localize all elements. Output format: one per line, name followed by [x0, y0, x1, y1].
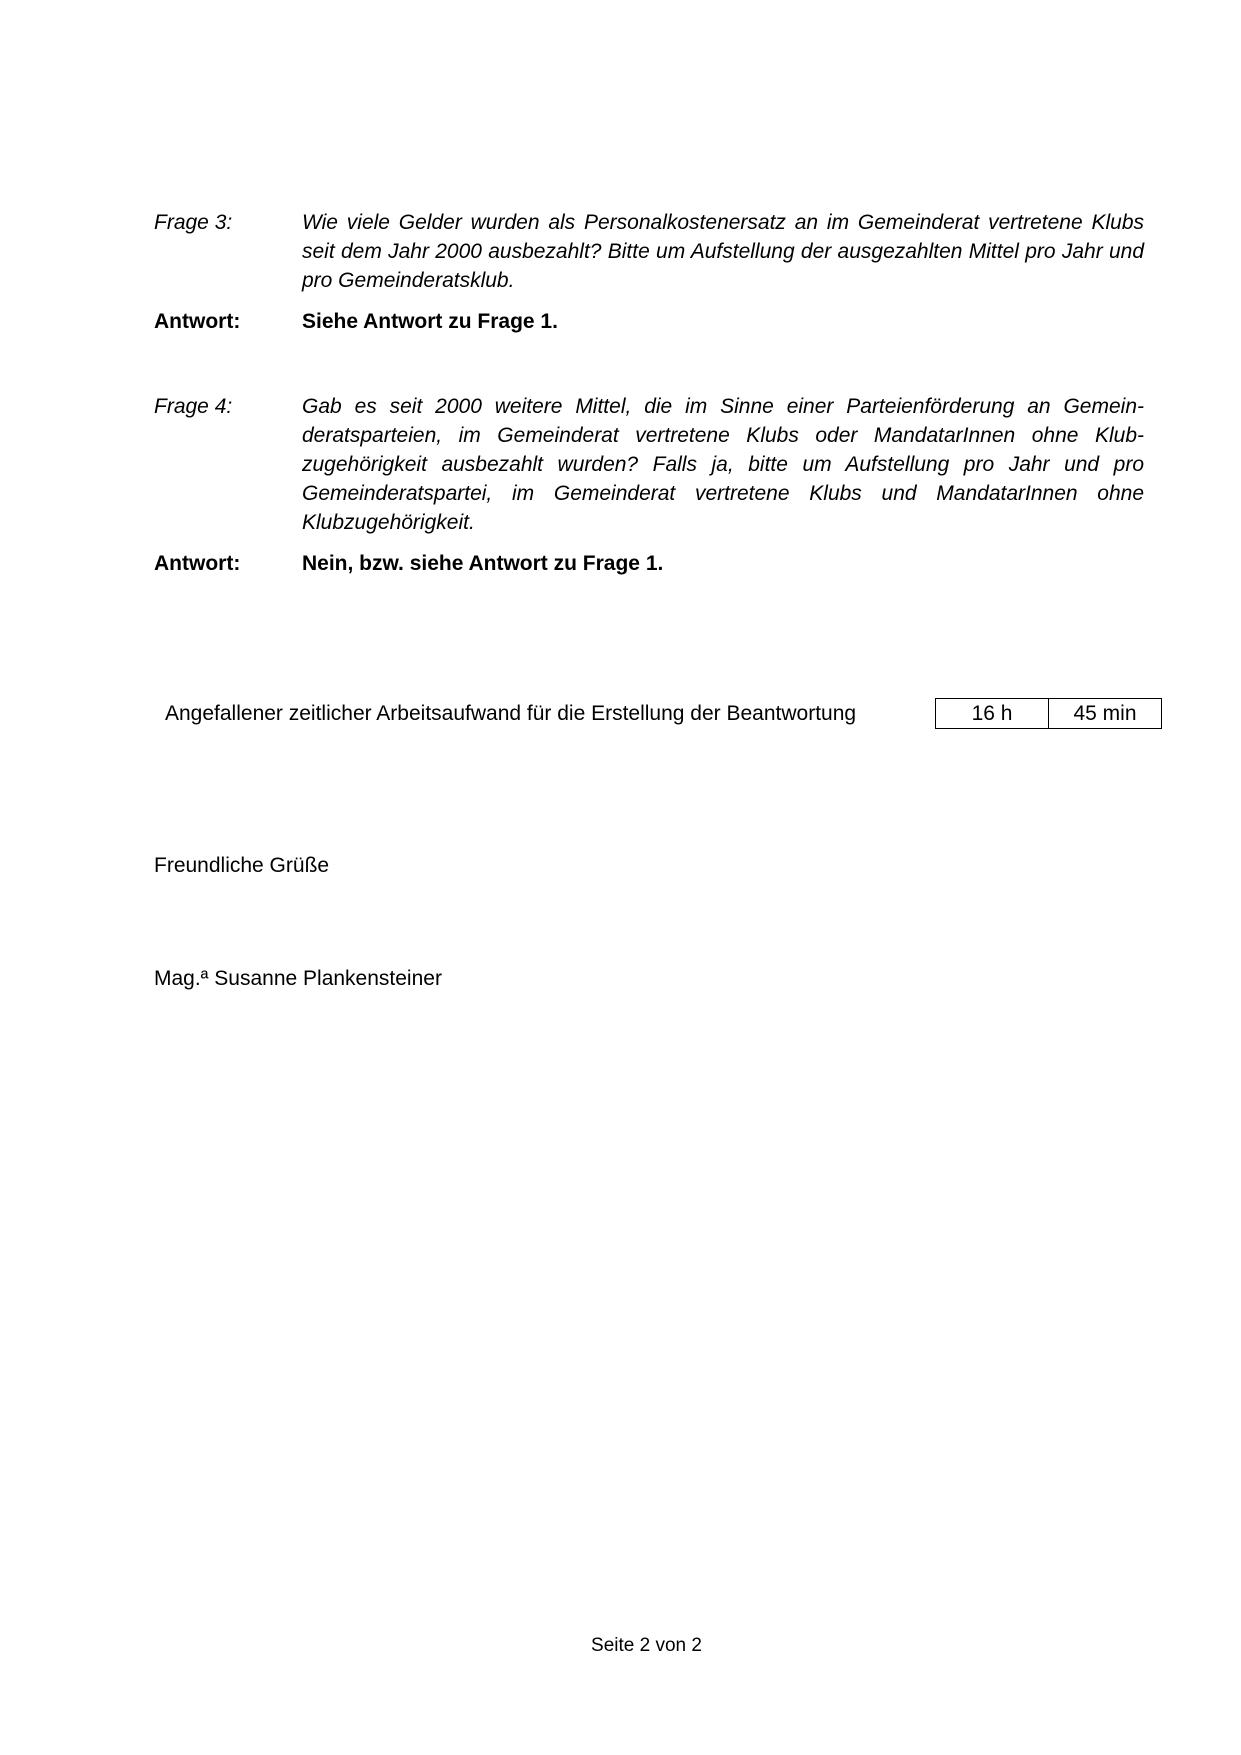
effort-table — [935, 698, 1162, 729]
answer-4-label: Antwort: — [154, 552, 241, 575]
effort-minutes: 45 min — [1048, 699, 1161, 728]
question-3-block — [154, 208, 1144, 336]
answer-4-text: Nein, bzw. siehe Antwort zu Frage 1. — [302, 552, 664, 575]
signature-name: Mag.ª Susanne Plankensteiner — [154, 967, 442, 990]
effort-label: Angefallener zeitlicher Arbeitsaufwand für die Erstellung der Beantwortung — [165, 702, 857, 725]
question-3-row — [154, 208, 1144, 295]
answer-3-text: Siehe Antwort zu Frage 1. — [302, 310, 558, 333]
answer-4-row — [154, 549, 1144, 578]
answer-3-row — [154, 307, 1144, 336]
question-3-label: Frage 3: — [154, 211, 233, 234]
question-4-block — [154, 392, 1144, 578]
page-footer: Seite 2 von 2 — [591, 1635, 702, 1656]
effort-section — [165, 698, 1162, 729]
effort-hours: 16 h — [971, 702, 1013, 725]
question-4-label: Frage 4: — [154, 395, 233, 418]
question-4-text: Gab es seit 2000 weitere Mittel, die im Sinne einer Parteienförderung an Gemeinderatsparteien, im Gemeinderat vertretene Klubs oder MandatarInnen ohne Klubzugehörigkeit ausbezahlt wurden? Falls ja, bitte um Aufstellung pro Jahr und pro Gemeinderatspartei, im Gemeinderat vertretene Klubs und MandatarInnen ohne Klubzugehörigkeit. — [302, 395, 1144, 534]
answer-3-label: Antwort: — [154, 310, 241, 333]
question-3-text: Wie viele Gelder wurden als Personalkostenersatz an im Gemeinderat vertretene Klubs seit dem Jahr 2000 ausbezahlt? Bitte um Aufstellung der ausgezahlten Mittel pro Jahr und pro Gemeinderatsklub. — [302, 211, 1144, 292]
question-4-row — [154, 392, 1144, 537]
closing-greeting: Freundliche Grüße — [154, 854, 330, 877]
